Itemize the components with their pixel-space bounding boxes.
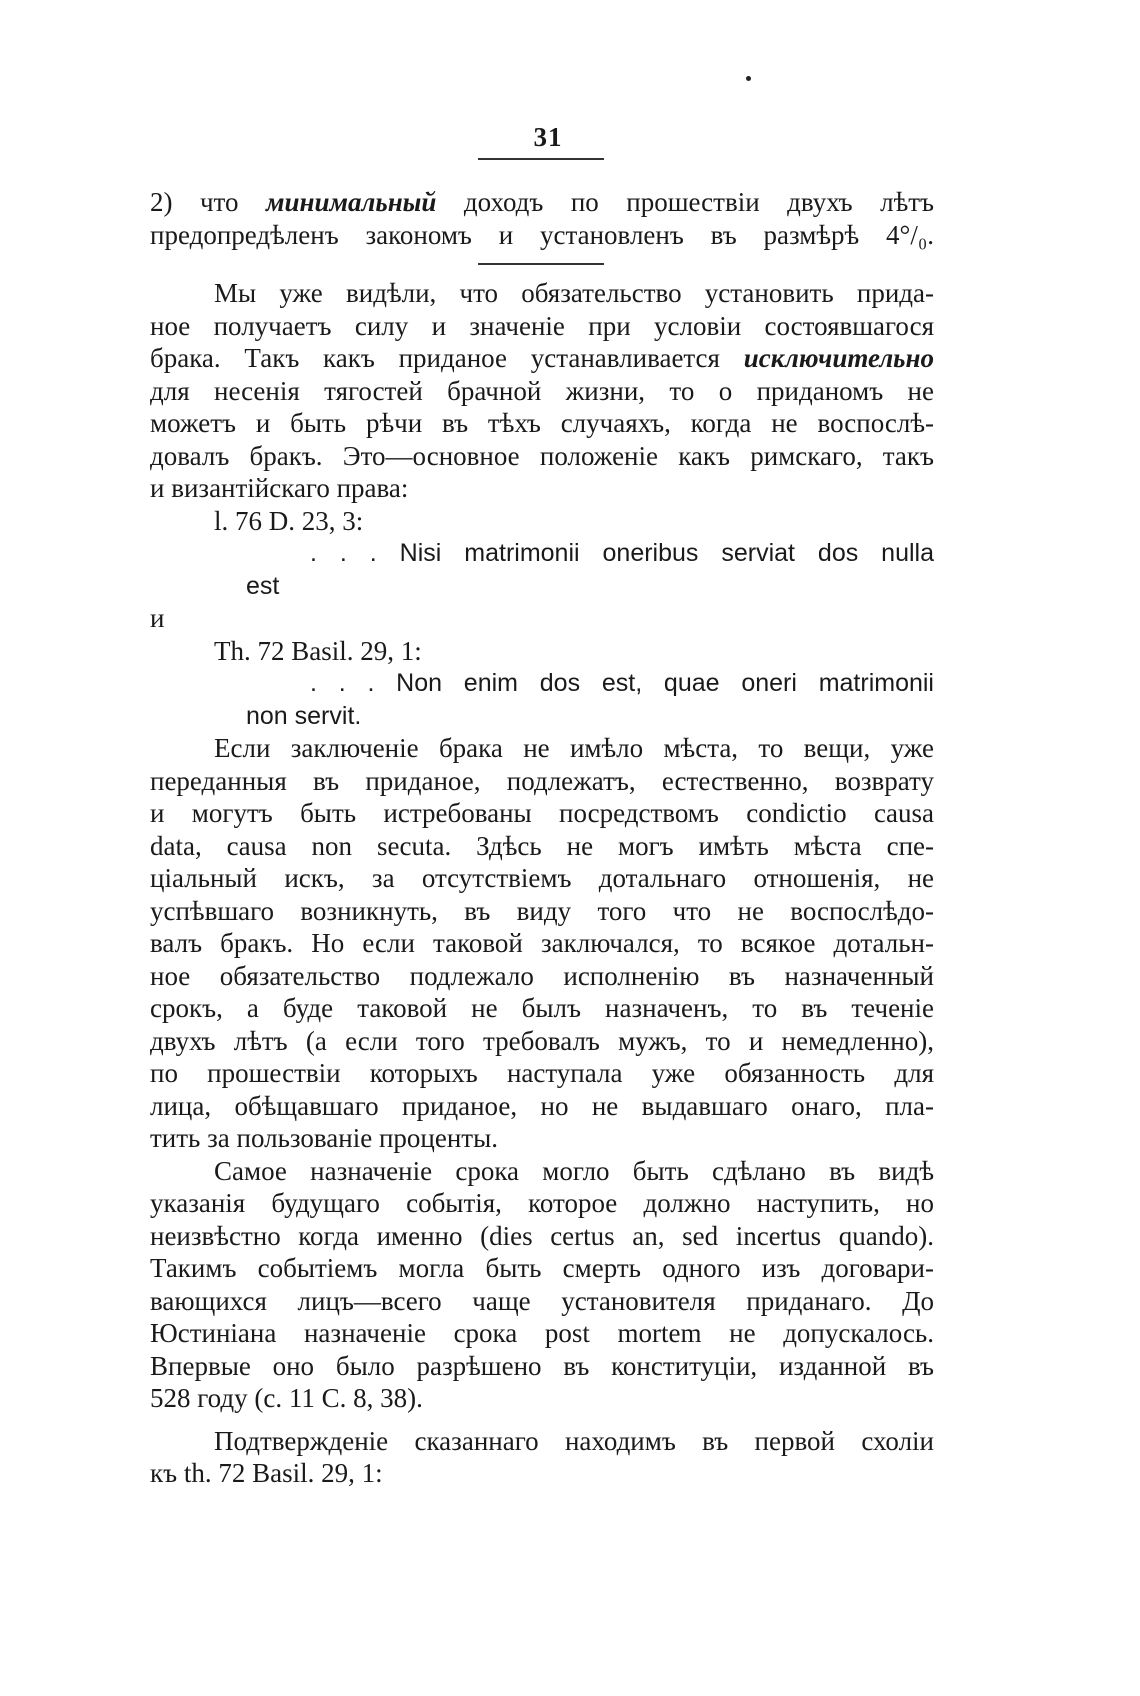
text-line: 528 году (c. 11 C. 8, 38).	[150, 1383, 423, 1413]
text-line: успѣвшаго возникнуть, въ виду того что не воспослѣдо-	[150, 895, 934, 926]
text-line: data, causa non secuta. Здѣсь не могъ имѣть мѣста спе-	[150, 830, 934, 861]
text-line: ное обязательство подлежало исполненію въ назначенный	[150, 960, 934, 991]
page-number: 31	[533, 122, 563, 152]
text-line: предопредѣленъ закономъ и установленъ въ размѣрѣ 4°/₀.	[150, 219, 934, 250]
text-line: неизвѣстно когда именно (dies certus an, sed incertus quando).	[150, 1220, 934, 1251]
text-line: указанія будущаго событія, которое должно наступить, но	[150, 1188, 934, 1218]
ink-speck	[746, 76, 751, 81]
text-line: двухъ лѣтъ (а если того требовалъ мужъ, то и немедленно),	[150, 1025, 934, 1056]
text-line	[150, 186, 934, 219]
latin-quote: non servit.	[246, 701, 362, 730]
emphasized-word: исключительно	[743, 343, 934, 373]
text-line: и византійскаго права:	[150, 473, 409, 503]
text-line	[150, 342, 934, 375]
latin-quote: . . . Non enim dos est, quae oneri matrimonii	[310, 669, 934, 697]
text-line: Впервые оно было разрѣшено въ конституціи, изданной въ	[150, 1350, 934, 1381]
text-span: доходъ по прошествіи двухъ лѣтъ	[436, 187, 935, 217]
emphasized-word: минимальный	[265, 187, 437, 217]
paragraph-first-line: Подтвержденіе сказаннаго находимъ въ первой схоліи	[214, 1425, 934, 1456]
text-line: по прошествіи которыхъ наступала уже обязанность для	[150, 1058, 934, 1088]
text-line: тить за пользованіе проценты.	[150, 1123, 498, 1153]
text-line: вающихся лицъ—всего чаще установителя приданаго. До	[150, 1285, 934, 1316]
text-line: лица, обѣщавшаго приданое, но не выдавшаго онаго, пла-	[150, 1090, 934, 1121]
paragraph-gap	[150, 1415, 934, 1425]
text-span: 2) что	[150, 187, 266, 217]
quote-reference: Th. 72 Basil. 29, 1:	[214, 635, 422, 666]
quote-reference: l. 76 D. 23, 3:	[214, 505, 364, 536]
text-line: Юстиніана назначеніе срока post mortem не допускалось.	[150, 1318, 934, 1348]
text-line: довалъ бракъ. Это—основное положеніе какъ римскаго, такъ	[150, 440, 934, 471]
conjunction: и	[150, 603, 165, 633]
text-line: ное получаетъ силу и значеніе при условіи состоявшагося	[150, 310, 934, 341]
text-line: и могутъ быть истребованы посредствомъ condictio causa	[150, 798, 934, 828]
text-line: для несенія тягостей брачной жизни, то о приданомъ не	[150, 375, 934, 406]
text-line: можетъ и быть рѣчи въ тѣхъ случаяхъ, когда не воспослѣ-	[150, 408, 934, 438]
paragraph-first-line: Если заключеніе брака не имѣло мѣста, то вещи, уже	[214, 733, 934, 763]
text-span: брака. Такъ какъ приданое устанавливается	[150, 343, 744, 373]
paragraph-first-line: Мы уже видѣли, что обязательство установить прида-	[214, 278, 934, 308]
latin-quote: est	[246, 571, 280, 600]
text-line: срокъ, а буде таковой не былъ назначенъ, то въ теченіе	[150, 993, 934, 1023]
text-line: къ th. 72 Basil. 29, 1:	[150, 1458, 383, 1488]
page-number-rule	[478, 158, 604, 160]
latin-quote: . . . Nisi matrimonii oneribus serviat dos nulla	[310, 539, 934, 567]
text-line: переданныя въ приданое, подлежатъ, естественно, возврату	[150, 765, 934, 796]
body-text	[150, 186, 934, 1490]
section-separator	[478, 263, 604, 265]
text-line: Такимъ событіемъ могла быть смерть одного изъ договари-	[150, 1253, 934, 1283]
paragraph-first-line: Самое назначеніе срока могло быть сдѣлано въ видѣ	[214, 1155, 934, 1186]
text-line: валъ бракъ. Но если таковой заключался, то всякое дотальн-	[150, 928, 934, 958]
text-line: ціальный искъ, за отсутствіемъ дотальнаго отношенія, не	[150, 863, 934, 893]
